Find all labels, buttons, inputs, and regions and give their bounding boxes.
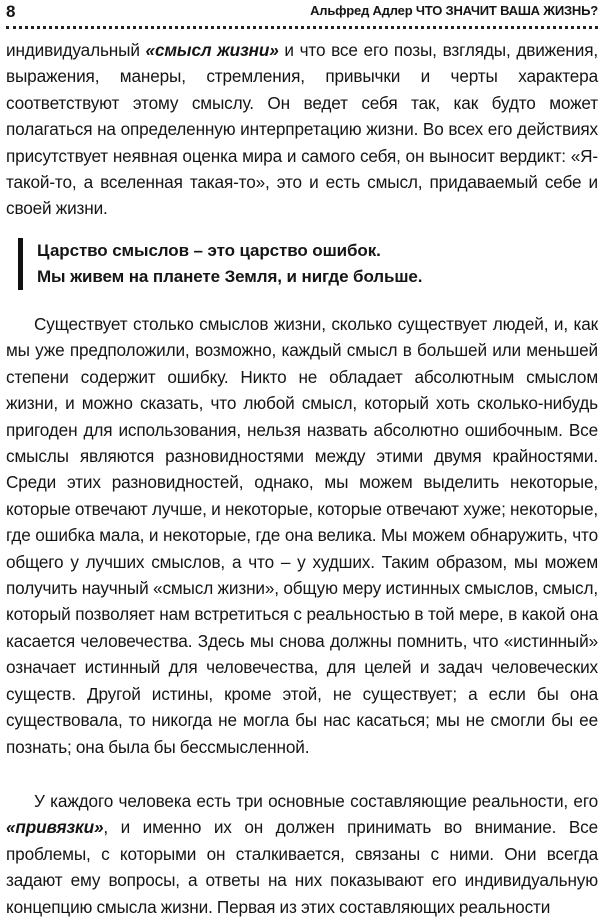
page-number: 8: [6, 2, 16, 21]
running-head: Альфред Адлер ЧТО ЗНАЧИТ ВАША ЖИЗНЬ?: [310, 3, 598, 18]
pull-quote: [18, 238, 597, 290]
paragraph-2: [6, 311, 598, 760]
header-dotted-rule: [6, 26, 598, 29]
paragraph-1-rest: и что все его позы, взгляды, движения, выражения, манеры, стремления, привычки и черты характера соответствуют этому смыслу. Он ведет себя так, как будто может полагаться на определенную интерпретацию жизни. Во всех его действиях присутствует неявная оценка мира и самого себя, он выносит вердикт: «Я-такой-то, а вселенная такая-то», это и есть смысл, придаваемый себе и своей жизни.: [6, 40, 598, 219]
pull-quote-line-1: Царство смыслов – это царство ошибок.: [37, 241, 381, 260]
pull-quote-line-2: Мы живем на планете Земля, и нигде больше.: [37, 267, 423, 286]
emphasis-meaning-of-life: «смысл жизни»: [145, 40, 279, 60]
paragraph-1-start: индивидуальный: [6, 40, 146, 60]
paragraph-3-rest: , и именно их он должен принимать во внимание. Все проблемы, с которыми он сталкивается, связаны с ними. Они всегда задают ему вопросы, а ответы на них показывают его индивидуальную концепцию смысла жизни. Первая из этих составляющих реальности: [6, 817, 598, 917]
emphasis-ties: «привязки»: [6, 817, 104, 838]
paragraph-3: [6, 788, 598, 920]
paragraph-3-start: У каждого человека есть три основные составляющие реальности, его: [34, 791, 598, 811]
paragraph-2-text: Существует столько смыслов жизни, сколько существует людей, и, как мы уже предположили, возможно, каждый смысл в большей или меньшей степени содержит ошибку. Никто не обладает абсолютным смыслом жизни, и можно сказать, что любой смысл, который хоть сколько-нибудь пригоден для использования, нельзя назвать абсолютно ошибочным. Все смыслы являются разновидностями между этими двумя крайностями. Среди этих разновидностей, однако, мы можем выделить некоторые, которые отвечают лучше, и некоторые, которые отвечают хуже; некоторые, где ошибка мала, и некоторые, где она велика. Мы можем обнаружить, что общего у лучших смыслов, а что – у худших. Таким образом, мы можем получить научный «смысл жизни», общую меру истинных смыслов, смысл, который позволяет нам встретиться с реальностью в той мере, в какой она касается человечества. Здесь мы снова должны помнить, что «истинный» означает истинный для человечества, для целей и задач человеческих существ. Другой истины, кроме этой, не существует; а если бы она существовала, то никогда не могла бы нас касаться; мы не смогли бы ее познать; она была бы бессмысленной.: [6, 314, 598, 757]
paragraph-1: [6, 37, 598, 222]
